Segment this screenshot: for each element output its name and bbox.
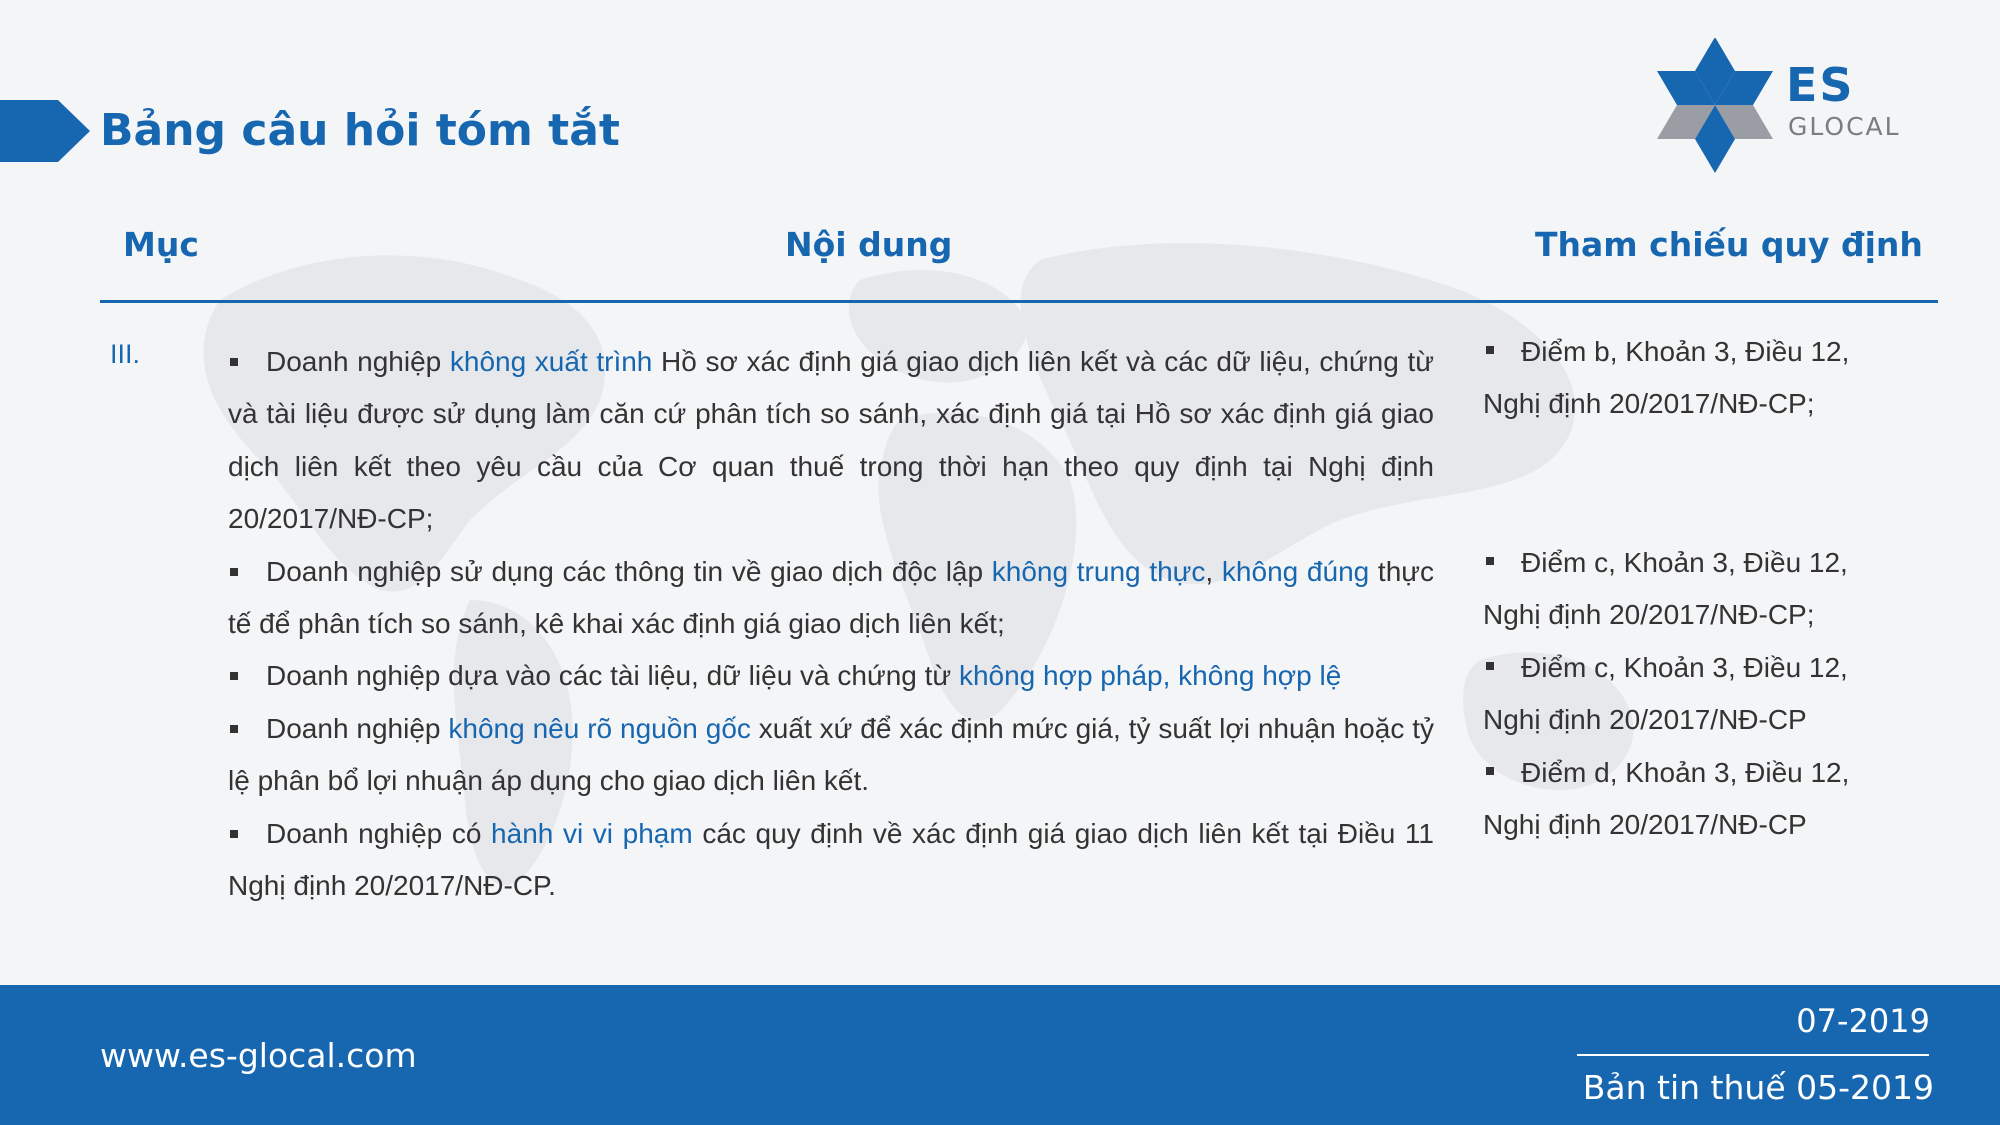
highlighted-text: không nêu rõ nguồn gốc xyxy=(448,712,751,744)
content-text: Doanh nghiệp dựa vào các tài liệu, dữ liệu và chứng từ xyxy=(266,660,959,692)
content-item xyxy=(228,703,1434,808)
footer-issue-label: Bản tin thuế 05-2019 xyxy=(1582,1068,1934,1107)
content-text: thực tế để phân tích so sánh, kê khai xác định giá giao dịch liên kết; xyxy=(228,555,1435,640)
content-text: các quy định về xác định giá giao dịch liên kết tại Điều 11 Nghị định 20/2017/NĐ-CP. xyxy=(228,817,1435,902)
content-item xyxy=(228,546,1434,651)
content-text: Doanh nghiệp có xyxy=(266,817,492,849)
logo-text-glocal: GLOCAL xyxy=(1788,112,1901,141)
footer-date: 07-2019 xyxy=(1796,1002,1930,1040)
reference-item: Điểm c, Khoản 3, Điều 12, Nghị định 20/2017/NĐ-CP xyxy=(1483,642,1903,747)
footer-divider xyxy=(1577,1054,1929,1056)
reference-item: Điểm d, Khoản 3, Điều 12, Nghị định 20/2017/NĐ-CP xyxy=(1483,747,1903,852)
footer-website-link[interactable]: www.es-glocal.com xyxy=(100,1036,417,1075)
content-text: xuất xứ để xác định mức giá, tỷ suất lợi nhuận hoặc tỷ lệ phân bổ lợi nhuận áp dụng cho giao dịch liên kết. xyxy=(228,712,1434,797)
page-title: Bảng câu hỏi tóm tắt xyxy=(100,105,620,156)
content-item xyxy=(228,808,1434,913)
content-text: Doanh nghiệp xyxy=(266,712,449,744)
title-arrow-marker xyxy=(0,100,90,162)
content-text: Doanh nghiệp sử dụng các thông tin về giao dịch độc lập xyxy=(266,555,992,587)
highlighted-text: không xuất trình xyxy=(449,346,653,377)
column-header-tham-chieu: Tham chiếu quy định xyxy=(1535,225,1923,264)
content-item xyxy=(228,336,1434,546)
column-header-noi-dung: Nội dung xyxy=(785,225,953,264)
content-text: Hồ sơ xác định giá giao dịch liên kết và các dữ liệu, chứng từ và tài liệu được sử dụng làm căn cứ phân tích so sánh, xác định giá tại Hồ sơ xác định giá giao dịch liên kết theo yêu cầu của Cơ quan thuế trong thời hạn theo quy định tại Nghị định 20/2017/NĐ-CP; xyxy=(228,346,1434,535)
header-divider xyxy=(100,300,1938,303)
content-list xyxy=(228,336,1434,912)
highlighted-text: hành vi vi phạm xyxy=(491,817,693,849)
reference-item: Điểm b, Khoản 3, Điều 12, Nghị định 20/2017/NĐ-CP; xyxy=(1483,326,1903,431)
reference-item: Điểm c, Khoản 3, Điều 12, Nghị định 20/2017/NĐ-CP; xyxy=(1483,537,1903,642)
highlighted-text: không đúng xyxy=(1221,555,1370,587)
highlighted-text: không hợp pháp, không hợp lệ xyxy=(958,660,1342,692)
logo-text-es: ES xyxy=(1786,58,1855,112)
content-item xyxy=(228,650,1434,702)
column-header-muc: Mục xyxy=(123,225,199,264)
section-number: III. xyxy=(110,339,141,369)
highlighted-text: không trung thực xyxy=(991,555,1206,587)
content-text: Doanh nghiệp xyxy=(266,346,450,377)
content-text: , xyxy=(1205,555,1222,587)
